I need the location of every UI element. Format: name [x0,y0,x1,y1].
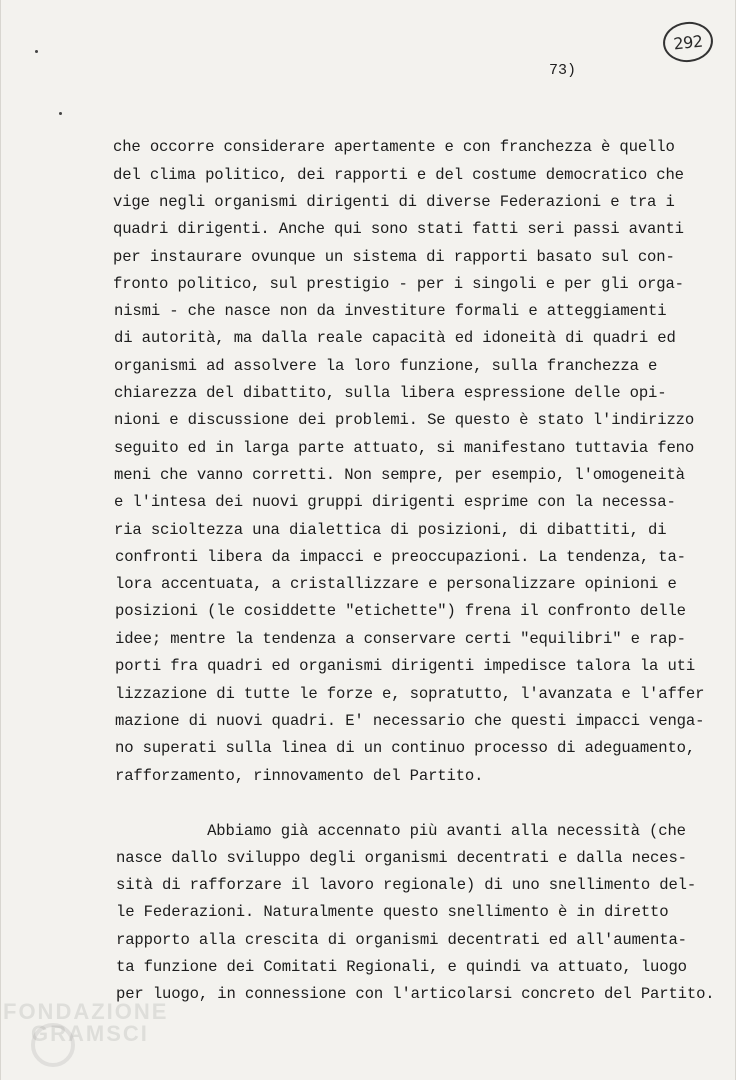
text-line: nioni e discussione dei problemi. Se questo è stato l'indirizzo [114,411,695,429]
text-line: ta funzione dei Comitati Regionali, e quindi va attuato, luogo [116,958,687,976]
text-line: idee; mentre la tendenza a conservare certi "equilibri" e rap- [115,630,686,648]
text-line: vige negli organismi dirigenti di diverse Federazioni e tra i [113,193,675,211]
text-line: che occorre considerare apertamente e con franchezza è quello [113,138,675,156]
text-line: rafforzamento, rinnovamento del Partito. [115,767,484,785]
paper-mark [59,112,62,115]
text-line: no superati sulla linea di un continuo processo di adeguamento, [115,739,696,757]
text-line: le Federazioni. Naturalmente questo snellimento è in diretto [116,903,669,921]
text-line: meni che vanno corretti. Non sempre, per esempio, l'omogeneità [114,466,685,484]
text-line: del clima politico, dei rapporti e del costume democratico che [113,166,684,184]
text-line: seguito ed in larga parte attuato, si manifestano tuttavia feno [114,439,695,457]
text-line: chiarezza del dibattito, sulla libera espressione delle opi- [114,384,667,402]
text-line: di autorità, ma dalla reale capacità ed idoneità di quadri ed [114,329,676,347]
text-line: e l'intesa dei nuovi gruppi dirigenti esprime con la necessa- [114,493,676,511]
text-line: organismi ad assolvere la loro funzione, sulla franchezza e [114,357,658,375]
text-line: fronto politico, sul prestigio - per i singoli e per gli orga- [113,275,684,293]
text-line: mazione di nuovi quadri. E' necessario che questi impacci venga- [115,712,705,730]
archive-stamp: 292 [661,19,715,64]
paper-mark [35,50,38,53]
text-line: nasce dallo sviluppo degli organismi decentrati e dalla neces- [116,849,687,867]
text-line: rapporto alla crescita di organismi decentrati ed all'aumenta- [116,931,687,949]
watermark-text: FONDAZIONE [3,999,169,1024]
text-line: ria scioltezza una dialettica di posizioni, di dibattiti, di [114,521,667,539]
text-line: nismi - che nasce non da investiture formali e atteggiamenti [114,302,667,320]
text-line: per luogo, in connessione con l'articolarsi concreto del Partito. [116,985,715,1003]
text-line: quadri dirigenti. Anche qui sono stati fatti seri passi avanti [113,220,684,238]
text-line: Abbiamo già accennato più avanti alla necessità (che [115,822,686,840]
watermark-text: GRAMSCI [31,1021,149,1046]
text-line: lizzazione di tutte le forze e, sopratutto, l'avanzata e l'affer [115,685,705,703]
text-line: posizioni (le cosiddette "etichette") frena il confronto delle [115,602,686,620]
text-line: sità di rafforzare il lavoro regionale) di uno snellimento del- [116,876,697,894]
archive-watermark [1,995,201,1075]
text-line: confronti libera da impacci e preoccupazioni. La tendenza, ta- [115,548,686,566]
page-number: 73) [549,62,577,79]
text-line: lora accentuata, a cristallizzare e personalizzare opinioni e [115,575,677,593]
text-line: porti fra quadri ed organismi dirigenti impedisce talora la uti [115,657,696,675]
text-line: per instaurare ovunque un sistema di rapporti basato sul con- [113,248,675,266]
